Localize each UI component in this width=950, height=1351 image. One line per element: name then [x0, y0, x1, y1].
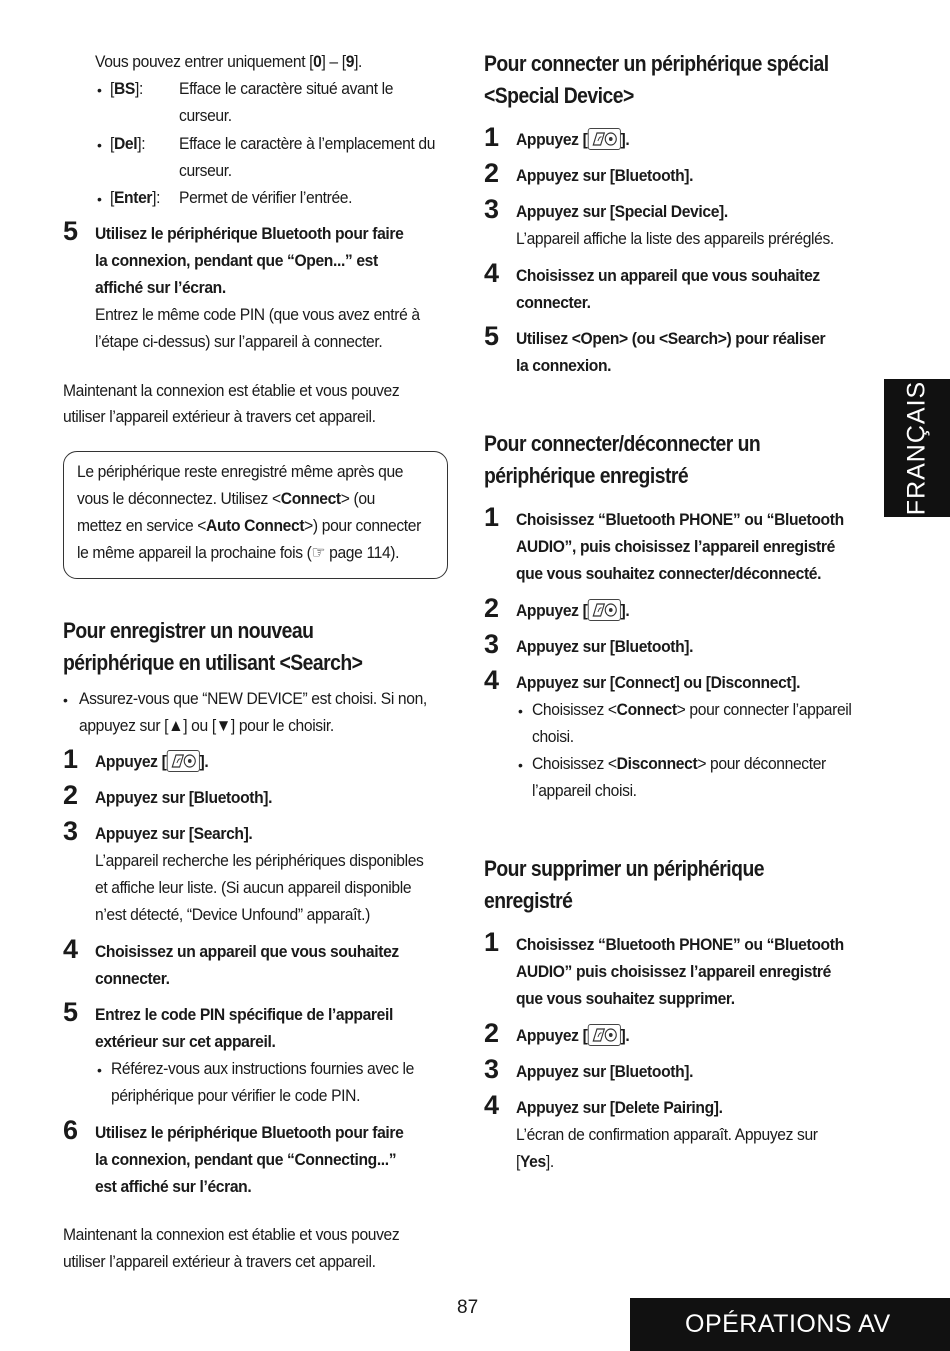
- step-text: la connexion.: [516, 356, 612, 375]
- step-text: Appuyez sur [Bluetooth].: [516, 1062, 694, 1081]
- bullet-text: l’appareil choisi.: [532, 781, 637, 800]
- step-text: Choisissez “Bluetooth PHONE” ou “Bluetooth: [516, 510, 844, 529]
- step-text: connecter.: [95, 969, 170, 988]
- step-desc: L’appareil recherche les périphériques disponibles: [95, 851, 424, 870]
- step-desc: et affiche leur liste. (Si aucun appareil disponible: [95, 878, 412, 897]
- bullet-text: Référez-vous aux instructions fournies avec le: [111, 1059, 414, 1078]
- section-tab-label: OPÉRATIONS AV: [685, 1310, 891, 1338]
- bullet-text: appuyez sur [▲] ou [▼] pour le choisir.: [79, 716, 334, 735]
- step-number: 3: [484, 629, 500, 659]
- key-bs-desc: Efface le caractère situé avant le: [179, 79, 394, 98]
- bullet: •: [97, 1062, 102, 1078]
- key-bs: [BS]:: [110, 79, 143, 98]
- step-text: AUDIO” puis choisissez l’appareil enregistré: [516, 962, 831, 981]
- step-text: extérieur sur cet appareil.: [95, 1032, 276, 1051]
- section-heading: Pour connecter/déconnecter un: [484, 431, 761, 456]
- step-number: 5: [63, 216, 79, 246]
- note-text: mettez en service <Auto Connect>) pour connecter: [77, 516, 421, 535]
- note-text: le même appareil la prochaine fois (☞ page 114).: [77, 543, 400, 562]
- step-number: 1: [484, 927, 500, 957]
- key-bs-desc2: curseur.: [179, 106, 232, 125]
- key-del-desc: Efface le caractère à l’emplacement du: [179, 134, 436, 153]
- step-text: Appuyez sur [Delete Pairing].: [516, 1098, 723, 1117]
- step-number: 2: [484, 593, 500, 623]
- step-number: 6: [63, 1115, 79, 1145]
- section-heading: périphérique enregistré: [484, 463, 689, 488]
- section-heading: enregistré: [484, 888, 573, 913]
- step-desc: Entrez le même code PIN (que vous avez entré à: [95, 305, 420, 324]
- step-text: connecter.: [516, 293, 591, 312]
- step-text: Choisissez “Bluetooth PHONE” ou “Bluetooth: [516, 935, 844, 954]
- step-number: 3: [484, 194, 500, 224]
- bullet: •: [518, 757, 523, 773]
- step-text: que vous souhaitez supprimer.: [516, 989, 735, 1008]
- paragraph: utiliser l’appareil extérieur à travers cet appareil.: [63, 1252, 376, 1271]
- step-text: Appuyez [ ].: [516, 601, 630, 620]
- language-tab: [884, 379, 950, 517]
- paragraph: Maintenant la connexion est établie et vous pouvez: [63, 1225, 400, 1244]
- step-text: Utilisez le périphérique Bluetooth pour faire: [95, 1123, 404, 1142]
- step-desc: l’étape ci-dessus) sur l’appareil à connecter.: [95, 332, 383, 351]
- bullet: •: [63, 692, 68, 708]
- media-icon: [587, 1024, 620, 1046]
- step-text: Utilisez <Open> (ou <Search>) pour réaliser: [516, 329, 826, 348]
- section-heading: périphérique en utilisant <Search>: [63, 650, 363, 675]
- bullet: •: [97, 82, 102, 98]
- step-number: 2: [63, 780, 79, 810]
- step-number: 1: [484, 502, 500, 532]
- step-text: que vous souhaitez connecter/déconnecté.: [516, 564, 822, 583]
- language-tab-label: FRANÇAIS: [902, 380, 931, 516]
- step-number: 4: [484, 258, 500, 288]
- step-text: Appuyez sur [Bluetooth].: [516, 166, 694, 185]
- section-heading: <Special Device>: [484, 83, 634, 108]
- step-text: Appuyez sur [Connect] ou [Disconnect].: [516, 673, 801, 692]
- step-number: 4: [484, 1090, 500, 1120]
- media-icon: [166, 750, 199, 772]
- paragraph: utiliser l’appareil extérieur à travers cet appareil.: [63, 407, 376, 426]
- step-number: 5: [63, 997, 79, 1027]
- step-desc: L’écran de confirmation apparaît. Appuyez sur: [516, 1125, 818, 1144]
- step-text: la connexion, pendant que “Open...” est: [95, 251, 378, 270]
- step-number: 1: [484, 122, 500, 152]
- step-text: affiché sur l’écran.: [95, 278, 226, 297]
- section-heading: Pour connecter un périphérique spécial: [484, 51, 829, 76]
- step-text: Appuyez [ ].: [516, 130, 630, 149]
- bullet-text: Choisissez <Connect> pour connecter l’appareil: [532, 700, 852, 719]
- bullet-text: Choisissez <Disconnect> pour déconnecter: [532, 754, 826, 773]
- step-text: Appuyez [ ].: [95, 752, 209, 771]
- step-text: Entrez le code PIN spécifique de l’appareil: [95, 1005, 393, 1024]
- step-text: Choisissez un appareil que vous souhaitez: [516, 266, 820, 285]
- bullet: •: [518, 703, 523, 719]
- step-number: 2: [484, 158, 500, 188]
- page-number: 87: [457, 1297, 479, 1318]
- bullet: •: [97, 191, 102, 207]
- note-text: vous le déconnectez. Utilisez <Connect> (ou: [77, 489, 376, 508]
- step-text: Utilisez le périphérique Bluetooth pour faire: [95, 224, 404, 243]
- bullet: •: [97, 137, 102, 153]
- bullet-text: Assurez-vous que “NEW DEVICE” est choisi. Si non,: [79, 689, 427, 708]
- step-number: 3: [484, 1054, 500, 1084]
- key-enter: [Enter]:: [110, 188, 161, 207]
- step-number: 1: [63, 744, 79, 774]
- key-del-desc2: curseur.: [179, 161, 232, 180]
- step-number: 4: [484, 665, 500, 695]
- bullet-text: périphérique pour vérifier le code PIN.: [111, 1086, 361, 1105]
- step-desc: [Yes].: [516, 1152, 554, 1171]
- step-text: AUDIO”, puis choisissez l’appareil enregistré: [516, 537, 835, 556]
- step-text: Appuyez [ ].: [516, 1026, 630, 1045]
- step-text: Appuyez sur [Special Device].: [516, 202, 728, 221]
- step-text: Choisissez un appareil que vous souhaitez: [95, 942, 399, 961]
- step-number: 5: [484, 321, 500, 351]
- step-number: 2: [484, 1018, 500, 1048]
- key-enter-desc: Permet de vérifier l’entrée.: [179, 188, 353, 207]
- section-heading: Pour supprimer un périphérique: [484, 856, 764, 881]
- step-text: la connexion, pendant que “Connecting...”: [95, 1150, 397, 1169]
- key-del: [Del]:: [110, 134, 146, 153]
- bullet-text: choisi.: [532, 727, 574, 746]
- section-tab: [630, 1298, 950, 1351]
- step-number: 4: [63, 934, 79, 964]
- note-text: Le périphérique reste enregistré même après que: [77, 462, 404, 481]
- step-text: Appuyez sur [Bluetooth].: [516, 637, 694, 656]
- media-icon: [587, 128, 620, 150]
- intro-text: Vous pouvez entrer uniquement [0] – [9].: [95, 52, 363, 71]
- section-heading: Pour enregistrer un nouveau: [63, 618, 314, 643]
- step-desc: n’est détecté, “Device Unfound” apparaît.): [95, 905, 370, 924]
- media-icon: [587, 599, 620, 621]
- step-text: est affiché sur l’écran.: [95, 1177, 252, 1196]
- step-number: 3: [63, 816, 79, 846]
- step-desc: L’appareil affiche la liste des appareils préréglés.: [516, 229, 834, 248]
- step-text: Appuyez sur [Bluetooth].: [95, 788, 273, 807]
- paragraph: Maintenant la connexion est établie et vous pouvez: [63, 381, 400, 400]
- step-text: Appuyez sur [Search].: [95, 824, 253, 843]
